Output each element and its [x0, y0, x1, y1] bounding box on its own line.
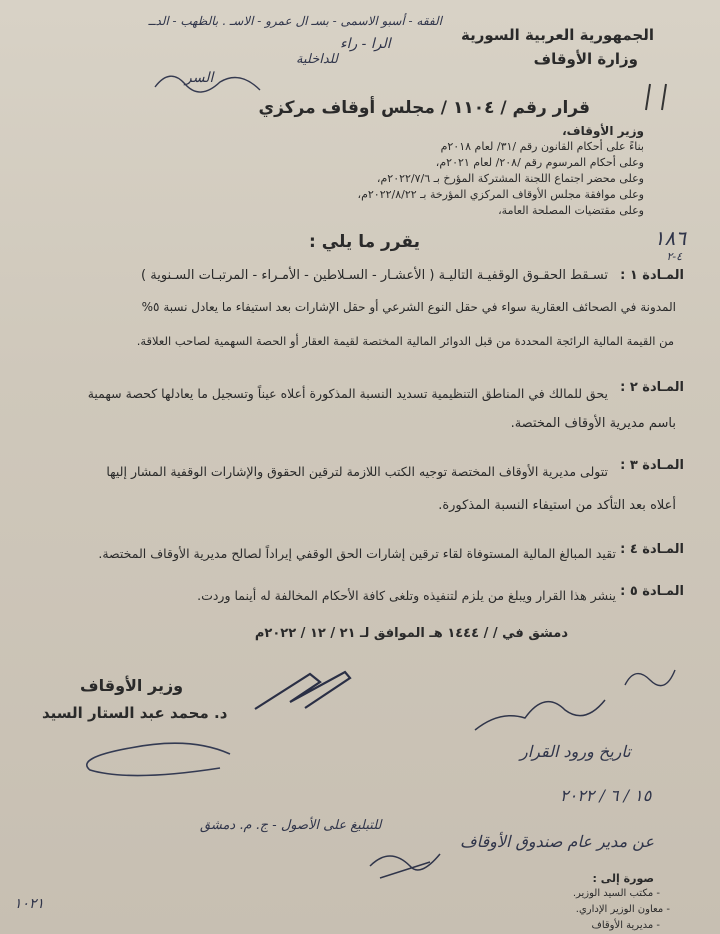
article-text: باسم مديرية الأوقاف المختصة. — [510, 416, 676, 431]
margin-register-number: ١٨٦ — [653, 226, 686, 250]
margin-strokes — [640, 82, 680, 112]
article-text: تتولى مديرية الأوقاف المختصة توجيه الكتب اللازمة لترقين الحقوق والإشارات الوقفية المشار إليها — [106, 464, 608, 479]
signature-loop — [70, 734, 240, 784]
handwritten-director-note: عن مدير عام صندوق الأوقاف — [460, 832, 655, 851]
handwritten-received-note: تاريخ ورود القرار — [520, 742, 631, 761]
issue-date-line: دمشق في / / ١٤٤٤ هـ الموافق لـ ٢١ / ١٢ / ٢٠٢٢م — [254, 626, 568, 641]
handwritten-note: للداخلية — [296, 52, 338, 67]
preamble-line: وعلى محضر اجتماع اللجنة المشتركة المؤرخ بـ ٢٠٢٢/٧/٦م، — [376, 172, 644, 185]
handwritten-scribble — [470, 680, 610, 740]
ministry-header: وزارة الأوقاف — [533, 50, 638, 68]
copy-to-item: - معاون الوزير الإداري. — [575, 904, 670, 915]
article-label: المـادة ٣ : — [620, 458, 684, 473]
handwritten-scribble — [360, 836, 450, 886]
handwritten-date: ١٥ / ٦ / ٢٠٢٢ — [560, 786, 652, 805]
minister-signature — [250, 664, 360, 714]
copy-to-heading: صورة إلى : — [592, 872, 654, 885]
preamble-minister: وزير الأوقاف، — [562, 124, 644, 138]
republic-header: الجمهورية العربية السورية — [461, 26, 654, 44]
article-text: أعلاه بعد التأكد من استيفاء النسبة المذكورة. — [438, 498, 676, 513]
decision-title: قرار رقم / ١١٠٤ / مجلس أوقاف مركزي — [258, 98, 590, 118]
handwritten-routing-line: الفقه - أسبو الاسمى - بسـ ال عمرو - الاسـ . بالظهب - الدــ — [148, 14, 442, 28]
copy-to-item: - مكتب السيد الوزير. — [572, 888, 660, 899]
minister-name: د. محمد عبد الستار السيد — [42, 704, 228, 722]
copy-to-item: - مديرية الأوقاف — [591, 920, 660, 931]
article-text: تسـقط الحقـوق الوقفيـة التاليـة ( الأعشـار - السـلاطين - الأمـراء - المرتبـات السـنوية ) — [141, 268, 608, 283]
article-label: المـادة ١ : — [620, 268, 684, 283]
article-text: من القيمة المالية الرائجة المحددة من قبل الدوائر المالية المختصة لقيمة العقار أو الحصة السهمية لصاحب العلاقة. — [136, 334, 674, 348]
handwritten-scribble — [150, 62, 270, 102]
article-text: المدونة في الصحائف العقارية سواء في حقل النوع الشرعي أو حقل الإشارات بعد استيفاء ما يعادل نسبة ٥% — [141, 300, 676, 314]
preamble-line: وعلى موافقة مجلس الأوقاف المركزي المؤرخة بـ ٢٠٢٢/٨/٢٢م، — [357, 188, 644, 201]
handwritten-note: السر — [185, 70, 214, 86]
handwritten-routing-note: للتبليغ على الأصول - ج. م. دمشق — [200, 818, 382, 833]
article-text: ينشر هذا القرار ويبلغ من يلزم لتنفيذه وتلغى كافة الأحكام المخالفة له أينما وردت. — [197, 588, 616, 603]
article-text: تقيد المبالغ المالية المستوفاة لقاء ترقين إشارات الحق الوقفي إيراداً لصالح مديرية الأوقاف المختصة. — [98, 546, 616, 561]
handwritten-scribble — [620, 660, 680, 700]
decides-heading: يقرر ما يلي : — [309, 232, 420, 252]
margin-register-sub: ٤-٢ — [666, 250, 682, 263]
preamble-line: وعلى مقتضيات المصلحة العامة، — [498, 204, 644, 217]
minister-title: وزير الأوقاف — [80, 676, 184, 695]
page-number: ١٠٢١ — [14, 896, 45, 912]
preamble-line: وعلى أحكام المرسوم رقم /٢٠٨/ لعام ٢٠٢١م، — [435, 156, 644, 169]
article-label: المـادة ٢ : — [620, 380, 684, 395]
preamble-line: بناءً على أحكام القانون رقم /٣١/ لعام ٢٠١٨م — [440, 140, 644, 153]
handwritten-note: الرا - راء — [340, 36, 391, 52]
article-label: المـادة ٥ : — [620, 584, 684, 599]
article-text: يحق للمالك في المناطق التنظيمية تسديد النسبة المذكورة أعلاه عيناً وتسجيل ما يعادلها كحصة سهمية — [87, 386, 608, 401]
article-label: المـادة ٤ : — [620, 542, 684, 557]
